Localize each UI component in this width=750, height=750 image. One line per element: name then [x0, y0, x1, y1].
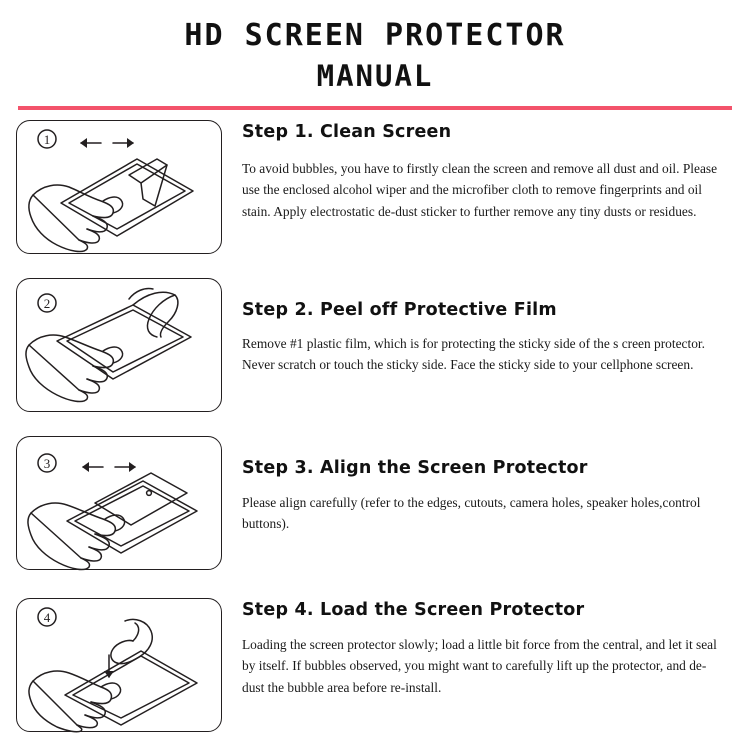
step-text [224, 278, 734, 376]
step-figure [16, 598, 224, 732]
step-body: Remove #1 plastic film, which is for protecting the sticky side of the s creen protector. Never scratch or touch the sticky side. Face the sticky side to your cellphone screen. [242, 335, 705, 373]
svg-text:2: 2 [43, 295, 51, 311]
hand-pressing-protector-onto-phone-illustration [17, 599, 223, 733]
step-figure [16, 120, 224, 254]
svg-text:4: 4 [43, 609, 51, 625]
step-text [224, 436, 734, 535]
page-title-line-1: HD SCREEN PROTECTOR [184, 18, 566, 53]
step-item [0, 430, 750, 570]
step-title: Step 1. Clean Screen [242, 121, 452, 142]
step-text [224, 120, 734, 223]
step-text [224, 598, 734, 699]
hand-peeling-film-off-protector-illustration [17, 279, 223, 413]
step-title: Step 2. Peel off Protective Film [242, 299, 557, 320]
page-title-line-2: MANUAL [316, 58, 434, 93]
step-body: Please align carefully (refer to the edges, cutouts, camera holes, speaker holes,control buttons). [242, 494, 701, 532]
figure-frame-4 [16, 598, 222, 732]
step-item [0, 592, 750, 732]
document-header [0, 0, 750, 96]
header-divider [18, 106, 732, 110]
figure-frame-2 [16, 278, 222, 412]
step-body: To avoid bubbles, you have to firstly clean the screen and remove all dust and oil. Please use the enclosed alcohol wiper and the microfiber cloth to remove fingerprints and oil stain. Apply electrostatic de-dust sticker to further remove any tiny dusts or residues. [242, 160, 718, 220]
hand-aligning-protector-over-phone-illustration [17, 437, 223, 571]
svg-text:1: 1 [43, 131, 51, 147]
step-title: Step 4. Load the Screen Protector [242, 599, 585, 620]
step-figure [16, 278, 224, 412]
steps-list [0, 114, 750, 732]
figure-frame-1 [16, 120, 222, 254]
svg-text:3: 3 [43, 455, 51, 471]
step-item [0, 114, 750, 254]
step-figure [16, 436, 224, 570]
hand-wiping-phone-screen-illustration [17, 121, 223, 255]
step-title: Step 3. Align the Screen Protector [242, 457, 588, 478]
step-item [0, 272, 750, 412]
figure-frame-3 [16, 436, 222, 570]
step-body: Loading the screen protector slowly; load a little bit force from the central, and let it seal by itself. If bubbles observed, you might want to carefully lift up the protector, and de-dust the bubble area before re-install. [242, 636, 717, 696]
